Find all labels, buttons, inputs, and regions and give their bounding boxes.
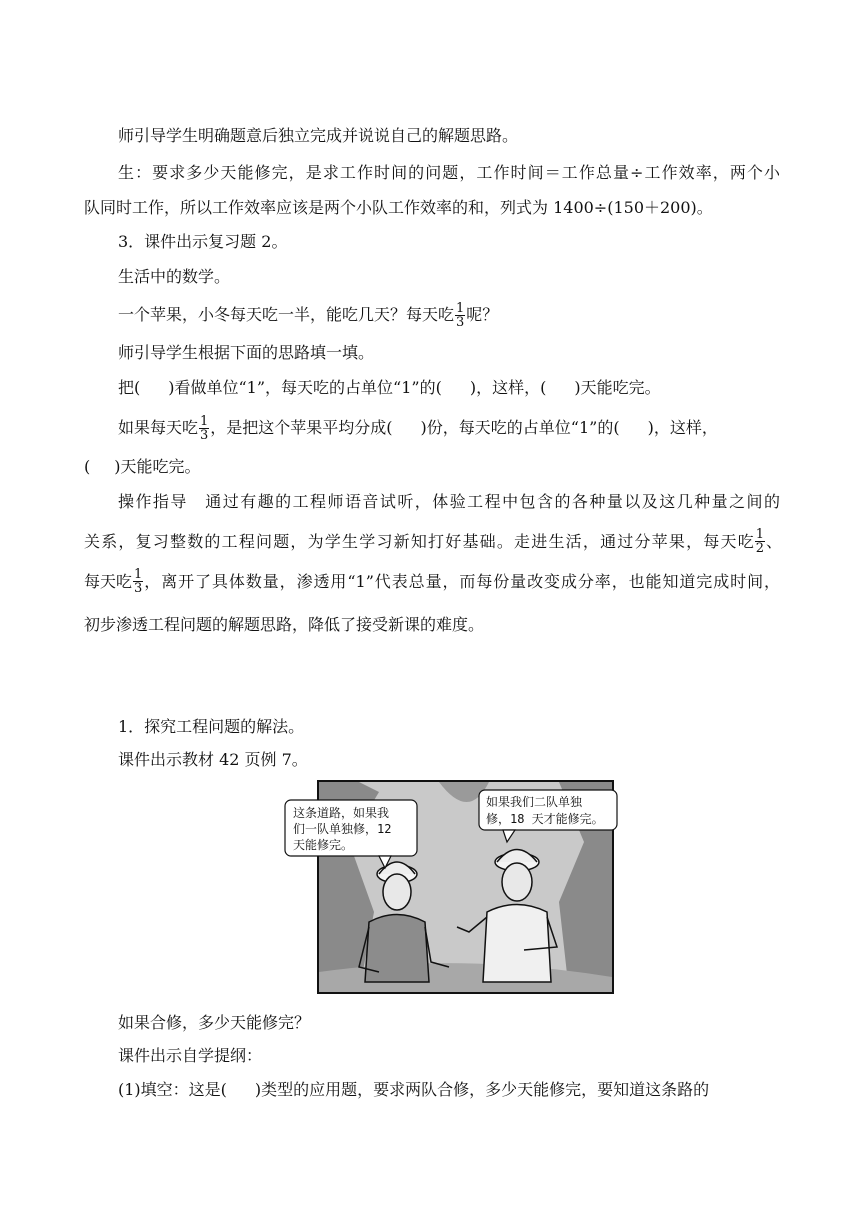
text-segment: 把(: [118, 378, 141, 397]
fill-in-sentence-2-cont: [84, 456, 201, 478]
fraction-numerator: 1: [200, 414, 209, 429]
operation-guide-4: 初步渗透工程问题的解题思路，降低了接受新课的难度。: [84, 615, 485, 634]
bubble-right-line: 修，18 天才能修完。: [486, 812, 604, 826]
self-study-outline-label: 课件出示自学提纲：: [118, 1046, 263, 1065]
fraction-denominator: 3: [200, 428, 209, 443]
step-1-heading: 1．探究工程问题的解法。: [118, 717, 305, 736]
operation-guide-1: 操作指导 通过有趣的工程师语音试听，体验工程中包含的各种量以及这几种量之间的: [118, 492, 780, 511]
operation-guide-2: [84, 528, 782, 555]
fraction-denominator: 3: [456, 315, 465, 330]
fraction-numerator: 1: [134, 567, 143, 582]
fraction-numerator: 1: [456, 301, 465, 316]
para-teacher-guide: 师引导学生明确题意后独立完成并说说自己的解题思路。: [118, 126, 519, 145]
text-segment: )天能吃完。: [114, 457, 201, 476]
text-segment: )，这样，(: [469, 378, 547, 397]
bubble-right-line: 如果我们二队单独: [486, 795, 583, 809]
para-student-answer-1: 生：要求多少天能修完，是求工作时间的问题，工作时间＝工作总量÷工作效率，两个小: [118, 163, 780, 182]
bubble-left-line: 们一队单独修，12: [293, 822, 392, 836]
fraction-one-half: [755, 528, 765, 555]
fraction-denominator: 2: [755, 541, 764, 556]
text-segment: )，这样，: [647, 418, 718, 437]
outline-item-1: [118, 1079, 709, 1101]
combined-question: 如果合修，多少天能修完？: [118, 1013, 311, 1032]
apple-question-end: 呢？: [466, 305, 499, 324]
text-segment: )天能吃完。: [574, 378, 661, 397]
activity-heading: [118, 684, 128, 706]
text-segment: 如果每天吃: [118, 418, 199, 437]
fraction-one-third: [199, 415, 209, 442]
text-segment: 关系，复习整数的工程问题，为学生学习新知打好基础。走进生活，通过分苹果，每天吃: [84, 531, 754, 551]
text-segment: ，是把这个苹果平均分成(: [210, 418, 393, 437]
fraction-numerator: 1: [755, 527, 764, 542]
fraction-denominator: 3: [134, 581, 143, 596]
courseware-example: 课件出示教材 42 页例 7。: [118, 750, 308, 769]
fill-in-guide: 师引导学生根据下面的思路填一填。: [118, 343, 375, 362]
engineer-scene: [293, 782, 612, 992]
bubble-left-line: 天能修完。: [293, 838, 354, 852]
text-segment: ，离开了具体数量，渗透用“1”代表总量，而每份量改变成分率，也能知道完成时间，: [144, 571, 780, 591]
life-math-label: 生活中的数学。: [118, 267, 231, 286]
fill-in-sentence-2: [118, 415, 718, 442]
text-segment: 、: [765, 531, 782, 551]
text-segment: (: [84, 457, 91, 476]
apple-question-text: 一个苹果，小冬每天吃一半，能吃几天？每天吃: [118, 305, 455, 324]
operation-guide-3: [84, 568, 780, 595]
text-segment: )份，每天吃的占单位“1”的(: [420, 418, 620, 437]
para-student-answer-2: 队同时工作，所以工作效率应该是两个小队工作效率的和，列式为 1400÷(150＋200)。: [84, 198, 713, 217]
step-3-heading: 3．课件出示复习题 2。: [118, 232, 288, 251]
fill-in-sentence-1: [118, 377, 661, 399]
fraction-one-third: [133, 568, 143, 595]
text-segment: )类型的应用题，要求两队合修，多少天能修完，要知道这条路的: [254, 1080, 710, 1099]
bubble-left-line: 这条道路，如果我: [293, 806, 390, 820]
text-segment: )看做单位“1”，每天吃的占单位“1”的(: [168, 378, 442, 397]
text-segment: 每天吃: [84, 571, 133, 591]
engineer-illustration: [293, 780, 614, 994]
text-segment: (1)填空：这是(: [118, 1080, 227, 1099]
apple-question: [118, 302, 498, 329]
fraction-one-third: [455, 302, 465, 329]
